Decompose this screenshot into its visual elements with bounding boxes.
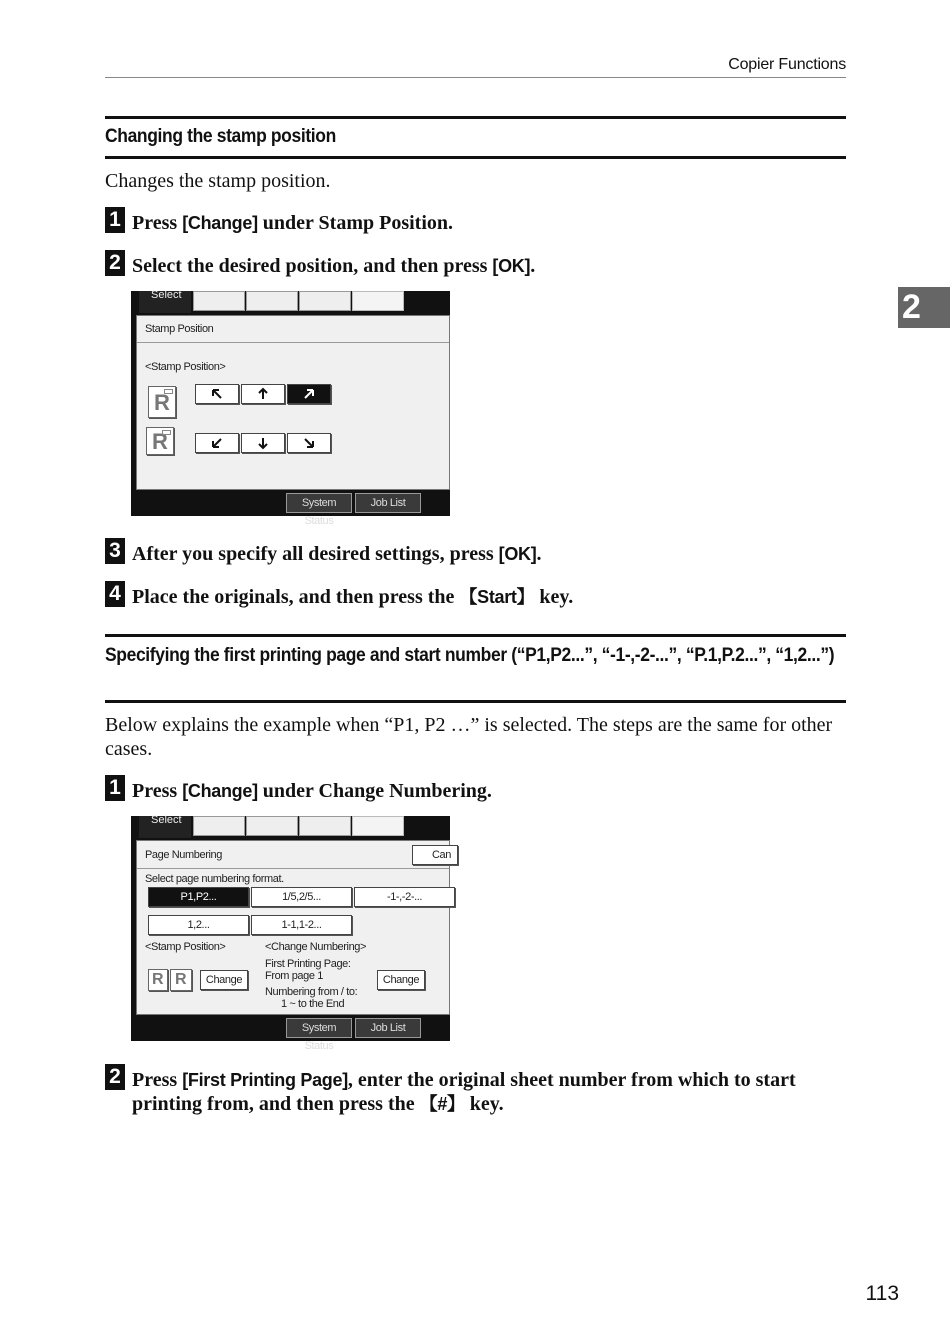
screen-tab-select[interactable]: Select xyxy=(139,291,191,313)
panel-title: Page Numbering xyxy=(145,849,222,861)
stamp-position-change-button[interactable]: Change xyxy=(200,970,248,990)
system-status-button[interactable]: System Status xyxy=(286,493,352,513)
position-top-right-button[interactable] xyxy=(287,384,331,404)
format-dash-1-button[interactable]: -1-,-2-... xyxy=(354,887,455,907)
step-1: 1 Press [Change] under Change Numbering. xyxy=(105,779,850,803)
step-number: 1 xyxy=(105,207,125,233)
screen-tab[interactable] xyxy=(299,291,351,311)
arrow-up-icon xyxy=(257,388,269,400)
format-p1-p2-button[interactable]: P1,P2... xyxy=(148,887,249,907)
panel-title: Stamp Position xyxy=(145,323,214,335)
screen-tab[interactable] xyxy=(246,291,298,311)
screen-tab-row xyxy=(131,816,450,838)
section-title-first-printing-page: Specifying the first printing page and start number (“P1,P2...”, “-1-,-2-...”, “P.1,P.2...”, “1,2...”) xyxy=(105,645,835,666)
stamp-top-icon: R xyxy=(148,386,176,418)
stamp-left-icon: R xyxy=(148,969,168,991)
step-number: 2 xyxy=(105,250,125,276)
panel-divider xyxy=(137,342,449,343)
screen-tab[interactable] xyxy=(352,291,404,311)
step-2: 2 Press [First Printing Page], enter the original sheet number from which to start printing from, and then press the 【#】 key. xyxy=(105,1068,850,1116)
position-bottom-center-button[interactable] xyxy=(241,433,285,453)
key-first-printing-page: [First Printing Page] xyxy=(182,1070,348,1090)
section-title-stamp-position: Changing the stamp position xyxy=(105,126,336,147)
step-1: 1 Press [Change] under Stamp Position. xyxy=(105,211,850,235)
key-start: 【Start】 xyxy=(459,587,535,607)
screen-footer xyxy=(131,1015,450,1052)
format-label: Select page numbering format. xyxy=(145,873,284,885)
section-rule-bottom xyxy=(105,700,846,703)
key-change: [Change] xyxy=(182,781,258,801)
first-printing-value: From page 1 xyxy=(265,970,323,982)
stamp-position-label: <Stamp Position> xyxy=(145,941,226,953)
key-change: [Change] xyxy=(182,213,258,233)
numbering-value: 1 ~ to the End xyxy=(281,998,345,1010)
job-list-button[interactable]: Job List xyxy=(355,1018,421,1038)
stamp-position-screen xyxy=(131,289,450,527)
section-intro: Below explains the example when “P1, P2 …” is selected. The steps are the same for other cases. xyxy=(105,714,833,760)
step-number: 4 xyxy=(105,581,125,607)
stamp-right-icon: R xyxy=(170,969,192,991)
screen-tab[interactable] xyxy=(246,816,298,836)
arrow-down-left-icon xyxy=(211,437,223,449)
job-list-button[interactable]: Job List xyxy=(355,493,421,513)
position-top-center-button[interactable] xyxy=(241,384,285,404)
page-number: 113 xyxy=(865,1282,899,1305)
screen-tab-row xyxy=(131,291,450,313)
format-1-1-button[interactable]: 1-1,1-2... xyxy=(251,915,352,935)
screen-tab[interactable] xyxy=(193,816,245,836)
screen-panel xyxy=(136,840,450,1015)
change-numbering-change-button[interactable]: Change xyxy=(377,970,425,990)
screen-tab[interactable] xyxy=(299,816,351,836)
cancel-button[interactable]: Can xyxy=(412,845,458,865)
section-rule-top xyxy=(105,116,846,119)
screen-tab[interactable] xyxy=(193,291,245,311)
format-1-2-button[interactable]: 1,2... xyxy=(148,915,249,935)
system-status-button[interactable]: System Status xyxy=(286,1018,352,1038)
position-top-left-button[interactable] xyxy=(195,384,239,404)
stamp-bottom-icon: R xyxy=(146,427,174,455)
key-ok: [OK] xyxy=(498,544,537,564)
arrow-up-left-icon xyxy=(211,388,223,400)
step-4: 4 Place the originals, and then press the 【Start】 key. xyxy=(105,585,850,609)
step-number: 1 xyxy=(105,775,125,801)
arrow-down-right-icon xyxy=(303,437,315,449)
arrow-up-right-icon xyxy=(303,388,315,400)
page-numbering-screen xyxy=(131,814,451,1052)
screen-tab-select[interactable]: Select xyxy=(139,816,191,838)
screen-tab[interactable] xyxy=(352,816,404,836)
format-1-5-button[interactable]: 1/5,2/5... xyxy=(251,887,352,907)
running-header: Copier Functions xyxy=(728,56,846,73)
step-number: 2 xyxy=(105,1064,125,1090)
step-number: 3 xyxy=(105,538,125,564)
panel-divider xyxy=(137,868,449,869)
numbering-label: Numbering from / to: xyxy=(265,986,358,998)
section-rule-bottom xyxy=(105,156,846,159)
step-2: 2 Select the desired position, and then press [OK]. xyxy=(105,254,850,278)
chapter-tab: 2 xyxy=(898,287,950,328)
first-printing-label: First Printing Page: xyxy=(265,958,351,970)
key-ok: [OK] xyxy=(492,256,531,276)
position-bottom-left-button[interactable] xyxy=(195,433,239,453)
screen-panel xyxy=(136,315,450,490)
header-rule xyxy=(105,77,846,78)
position-bottom-right-button[interactable] xyxy=(287,433,331,453)
group-label: <Stamp Position> xyxy=(145,361,226,373)
screen-footer xyxy=(131,490,450,527)
section-rule-top xyxy=(105,634,846,637)
arrow-down-icon xyxy=(257,437,269,449)
change-numbering-label: <Change Numbering> xyxy=(265,941,367,953)
step-3: 3 After you specify all desired settings, press [OK]. xyxy=(105,542,850,566)
key-hash: 【#】 xyxy=(419,1094,465,1114)
section-intro: Changes the stamp position. xyxy=(105,170,331,192)
